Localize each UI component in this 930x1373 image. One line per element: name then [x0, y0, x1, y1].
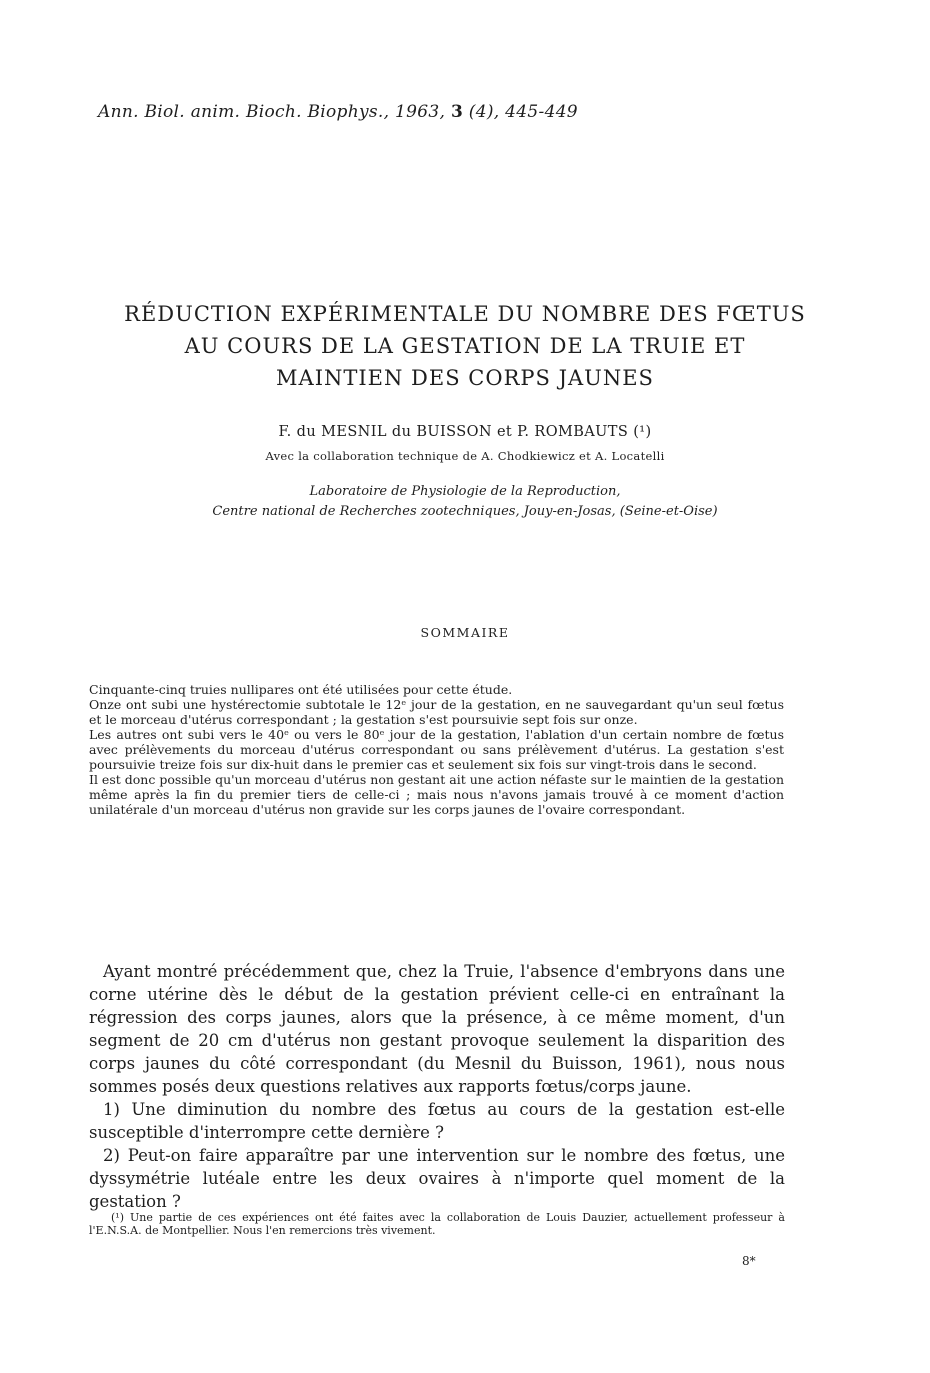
summary-heading: SOMMAIRE — [420, 625, 510, 640]
body-paragraph: 1) Une diminution du nombre des fœtus au cours de la gestation est-elle susceptible d'interrompre cette dernière ? — [89, 1100, 785, 1142]
affiliation — [60, 482, 870, 522]
title-line-3: MAINTIEN DES CORPS JAUNES — [276, 366, 654, 390]
summary-paragraph: Cinquante-cinq truies nullipares ont été utilisées pour cette étude. — [89, 682, 513, 697]
body-text — [89, 960, 785, 1213]
affiliation-line-2: Centre national de Recherches zootechniques, Jouy-en-Josas, (Seine-et-Oise) — [212, 504, 718, 519]
authors: F. du MESNIL du BUISSON et P. ROMBAUTS (¹) — [278, 424, 652, 440]
collaboration-note: Avec la collaboration technique de A. Chodkiewicz et A. Locatelli — [265, 449, 665, 463]
page-marker: 8* — [742, 1254, 756, 1268]
title-line-1: RÉDUCTION EXPÉRIMENTALE DU NOMBRE DES FŒTUS — [124, 302, 806, 326]
body-paragraph: 2) Peut-on faire apparaître par une intervention sur le nombre des fœtus, une dyssymétrie lutéale entre les deux ovaires à n'importe quel moment de la gestation ? — [89, 1146, 785, 1211]
summary-paragraph: Les autres ont subi vers le 40ᵉ ou vers le 80ᵉ jour de la gestation, l'ablation d'un certain nombre de fœtus avec prélèvements du morceau d'utérus correspondant ou sans prélèvement d'utérus. La gestation s'est poursuivie treize fois sur dix-huit dans le premier cas et seulement six fois sur vingt-trois dans le second. — [89, 727, 784, 772]
journal-year: 1963, — [395, 102, 446, 122]
article-title — [60, 298, 870, 394]
summary-paragraph: Il est donc possible qu'un morceau d'utérus non gestant ait une action néfaste sur le maintien de la gestation même après la fin du premier tiers de celle-ci ; mais nous n'avons jamais trouvé à ce moment d'action unilatérale d'un morceau d'utérus non gravide sur les corps jaunes de l'ovaire correspondant. — [89, 772, 784, 817]
summary-paragraph: Onze ont subi une hystérectomie subtotale le 12ᵉ jour de la gestation, en ne sauvegardant qu'un seul fœtus et le morceau d'utérus correspondant ; la gestation s'est poursuivie sept fois sur onze. — [89, 697, 784, 727]
summary-text — [89, 682, 784, 817]
affiliation-line-1: Laboratoire de Physiologie de la Reproduction, — [309, 484, 621, 499]
journal-issue-pages: (4), 445-449 — [468, 102, 578, 122]
journal-name: Ann. Biol. anim. Bioch. Biophys., — [98, 102, 390, 122]
journal-citation — [98, 102, 578, 122]
body-paragraph: Ayant montré précédemment que, chez la Truie, l'absence d'embryons dans une corne utérine dès le début de la gestation prévient celle-ci en entraînant la régression des corps jaunes, alors que la présence, à ce même moment, d'un segment de 20 cm d'utérus non gestant provoque seulement la disparition des corps jaunes du côté correspondant (du Mesnil du Buisson, 1961), nous nous sommes posés deux questions relatives aux rapports fœtus/corps jaune. — [89, 962, 785, 1096]
footnote: (¹) Une partie de ces expériences ont été faites avec la collaboration de Louis Dauzier, actuellement professeur à l'E.N.S.A. de Montpellier. Nous l'en remercions très vivement. — [89, 1211, 785, 1237]
title-line-2: AU COURS DE LA GESTATION DE LA TRUIE ET — [184, 334, 746, 358]
journal-volume: 3 — [450, 102, 464, 122]
